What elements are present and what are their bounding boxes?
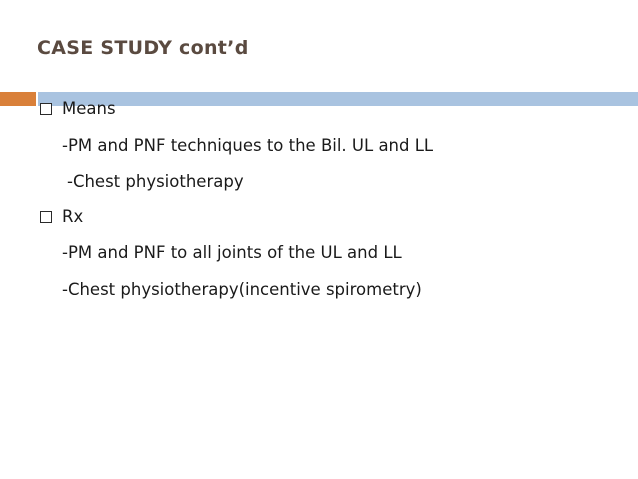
bullet-square-icon [40, 211, 52, 223]
bullet-line: -Chest physiotherapy [67, 172, 244, 191]
bullet-square-icon [40, 103, 52, 115]
bullet-heading: Rx [62, 207, 84, 226]
bullet-line: -PM and PNF to all joints of the UL and LL [62, 243, 402, 262]
bullet-heading: Means [62, 99, 116, 118]
bullet-line: -PM and PNF techniques to the Bil. UL and LL [62, 136, 434, 155]
slide-title: CASE STUDY cont’d [37, 37, 249, 59]
bullet-line: -Chest physiotherapy(incentive spirometry) [62, 280, 422, 299]
